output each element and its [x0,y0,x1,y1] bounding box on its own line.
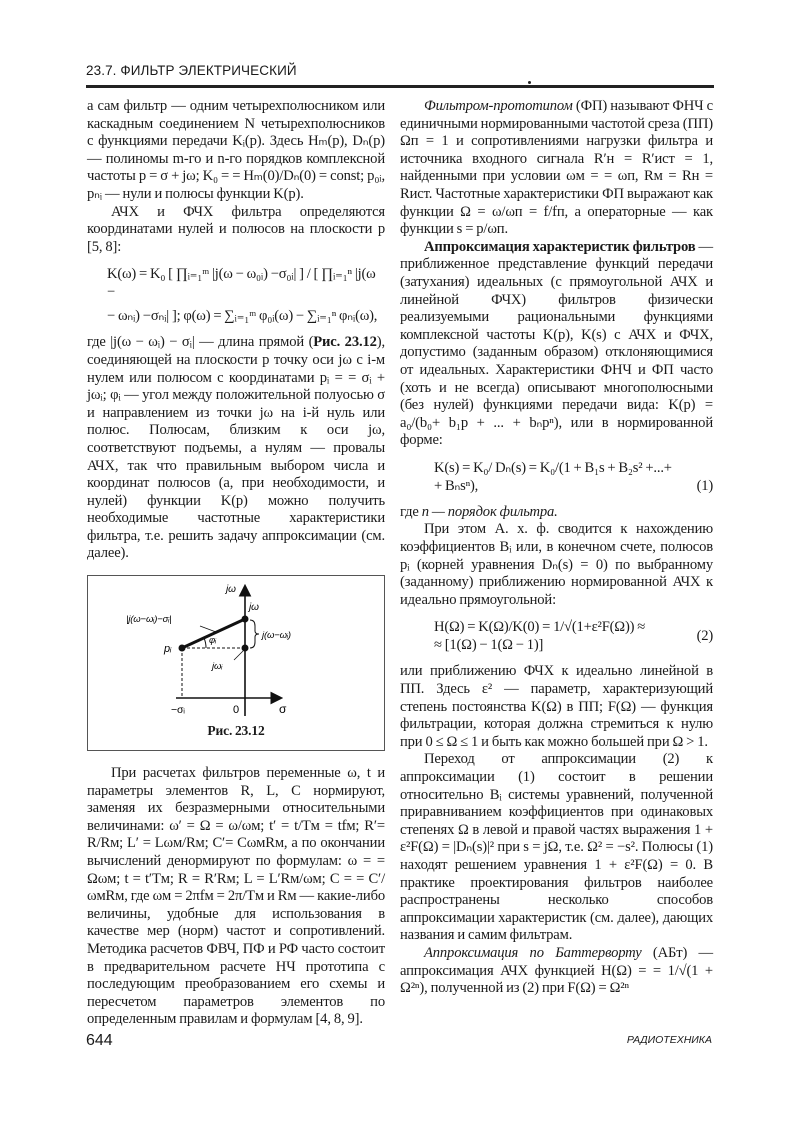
jomega-i-leader [234,651,243,660]
brace [250,620,259,648]
origin-label: 0 [233,704,239,717]
formula-2-line2: ≈ [1(Ω) − 1(Ω − 1)] [434,637,544,654]
left-column [87,98,385,1029]
page-number: 644 [86,1032,113,1049]
formula-1-line2 [434,477,713,495]
formula-1-line2-text: + Bₙsⁿ), [434,477,479,494]
right-p3-start: где [400,503,422,520]
right-paragraph-4: При этом А. х. ф. сводится к нахождению коэффициентов Bᵢ или, в конечном счете, полюсов pᵢ (корней уравнения Dₙ(s) = 0) по выбранному (заданному) приближению нормированной АЧХ к идеально прямоугольной: [400,521,713,608]
right-p7-rest: (АБт) — аппроксимация АЧХ функцией H(Ω) = = 1/√(1 + Ω²ⁿ), полученной из (2) при F(Ω) = Ω²ⁿ [400,944,713,997]
term-butterworth: Аппроксимация по Баттерворту [424,944,642,961]
left-p3-rest: ), соединяющей на плоскости p точку оси jω с i-м нулем или полюсом с координатами pᵢ = = σᵢ + jωᵢ; φᵢ — угол между положительной полуосью σ и направлением из точки jω на i-й нуль или полюс. Полюсам, близким к оси jω, соответствуют подъемы, а нулям — провалы АЧХ, так что правильным выбором числа и координат полюсов (а, при необходимости, и нулей) функции K(p) можно получить необходимые частотные характеристики фильтра, т.е. решить задачу аппроксимации (см. далее). [87,334,385,562]
figure-reference: Рис. 23.12 [313,334,377,351]
segment-label: |j(ω−ωᵢ)−σᵢ| [126,614,172,626]
neg-sigma-label: −σᵢ [171,704,185,717]
segment-leader [200,626,216,632]
term-prototype-filter: Фильтром-прототипом [424,98,573,114]
right-column [400,98,713,998]
formula-2 [400,618,713,654]
pole-label: pᵢ [164,643,172,656]
formula-k-omega [87,265,385,325]
figure-23-12 [87,575,385,751]
equation-number-1: (1) [696,477,713,494]
formula-1 [400,459,713,495]
angle-label: φᵢ [209,635,217,647]
equation-number-2: (2) [696,628,713,645]
figure-caption: Рис. 23.12 [207,723,265,739]
right-paragraph-2 [400,239,713,450]
axis-y-label: jω [226,584,236,596]
left-paragraph-4: При расчетах фильтров переменные ω, t и параметры элементов R, L, C нормируют, заменяя их безразмерными относительными величинами: ω′ = Ω = ω/ωм; t′ = t/Tм = tfм; R′= R/Rм; L′ = Lωм/Rм; C′= CωмRм, а по окончании вычислений денормируют по формулам: ω = = Ωωм; t = t′Tм; R = R′Rм; L = L′Rм/ωм; C = = C′/ωмRм, где ωм = 2πfм = 2π/Tм и Rм — какие-либо величины, удобные для использования в качестве мер (норм) частот и сопротивлений. Методика расчетов ФВЧ, ПФ и РФ часто состоит в предварительном расчете НЧ прототипа с последующим преобразованием его схемы и пересчетом параметров элементов по определенным правилам и формулам [4, 8, 9]. [87,765,385,1028]
right-paragraph-5: или приближению ФЧХ к идеально линейной в ПП. Здесь ε² — параметр, характеризующий степень постоянства K(Ω) в ПП; F(Ω) — функция фильтрации, которая должна стремиться к нулю при 0 ≤ Ω ≤ 1 и быть как можно большей при Ω > 1. [400,663,713,750]
formula-2-lines [434,618,645,654]
angle-arc [204,638,206,648]
book-title: РАДИОТЕХНИКА [626,1034,712,1046]
right-p1-rest: (ФП) называют ФНЧ с единичными нормированными частотой среза (ПП) Ωп = 1 и сопротивлениями нагрузки фильтра и источника входного сигнала R′н = R′ист = 1, найденными при условии ωм = = ωп, Rм = Rн = Rист. Частотные характеристики ФП выражают как функции Ω = ω/ωп = f/fп, а операторные — как функции s = p/ωп. [400,98,713,238]
right-paragraph-7 [400,945,713,998]
formula-k-omega-line2: − ωₙᵢ) −σₙᵢ| ]; φ(ω) = ∑ᵢ₌₁ᵐ φ₀ᵢ(ω) − ∑ᵢ₌₁ⁿ φₙᵢ(ω), [107,308,378,325]
pole-point [179,645,186,652]
header-rule [86,85,714,88]
right-paragraph-3 [400,504,713,522]
brace-label: j(ω−ωᵢ) [262,630,291,642]
right-paragraph-1 [400,98,713,239]
point-top-label: jω [249,602,259,614]
formula-2-line1: H(Ω) = K(Ω)/K(0) = 1/√(1+ε²F(Ω)) ≈ [434,619,646,636]
formula-1-line1: K(s) = K₀/ Dₙ(s) = K₀/(1 + B₁s + B₂s² +...+ [434,459,672,476]
right-paragraph-6: Переход от аппроксимации (2) к аппроксимации (1) состоит в решении относительно Bᵢ системы уравнений, полученной приравниванием коэффициентов при одинаковых степенях Ω в левой и правой частях выражения 1 + ε²F(Ω) = |Dₙ(s)|² при s = jΩ, т.е. Ω² = −s². Полюсы (1) находят решением уравнения 1 + ε²F(Ω) = 0. В практике проектирования фильтров наиболее распространены несколько способов аппроксимации характеристик (см. далее), дающих названия и самим фильтрам. [400,751,713,944]
running-header: 23.7. ФИЛЬТР ЭЛЕКТРИЧЕСКИЙ [86,63,297,78]
point-low-label: jωᵢ [212,661,223,673]
right-p2-rest: — приближенное представление функций передачи (затухания) идеальных (с прямоугольной АЧХ и линейной ФЧХ) фильтров физически реализуемыми рациональными функциями комплексной частоты K(p), K(s) с АЧХ и ФЧХ, допустимо (заданным образом) отклоняющимися от идеальных. Характеристики ФНЧ и ФП часто (хоть и не всегда) описывают многополюсными (без нулей) функциями передачи вида: K(p) = a₀/(b₀+ b₁p + ... + bₙpⁿ), или в нормированной форме: [400,238,713,449]
left-paragraph-2: АЧХ и ФЧХ фильтра определяются координатами нулей и полюсов на плоскости p [5, 8]: [87,203,385,255]
left-paragraph-3 [87,334,385,563]
left-p3-start: где |j(ω − ωᵢ) − σᵢ| — длина прямой ( [87,334,314,351]
term-filter-order: n — порядок фильтра. [421,503,558,520]
term-approximation: Аппроксимация характеристик фильтров [424,238,696,255]
axis-x-label: σ [279,702,287,717]
jomega-i-point [242,645,249,652]
left-paragraph-1: а сам фильтр — одним четырехполюсником или каскадным соединением N четырехполюсников с функциями передачи Kᵢ(p). Здесь Hₘ(p), Dₙ(p) — полиномы m-го и n-го порядков комплексной частоты p = σ + jω; K₀ = = Hₘ(0)/Dₙ(0) = const; p₀ᵢ, pₙᵢ — нули и полюсы функции K(p). [87,98,385,202]
formula-k-omega-line1: K(ω) = K₀ [ ∏ᵢ₌₁ᵐ |j(ω − ω₀ᵢ) −σ₀ᵢ| ] / [ ∏ᵢ₌₁ⁿ |j(ω − [107,266,376,301]
scan-speck [528,81,531,84]
jomega-point [242,616,249,623]
